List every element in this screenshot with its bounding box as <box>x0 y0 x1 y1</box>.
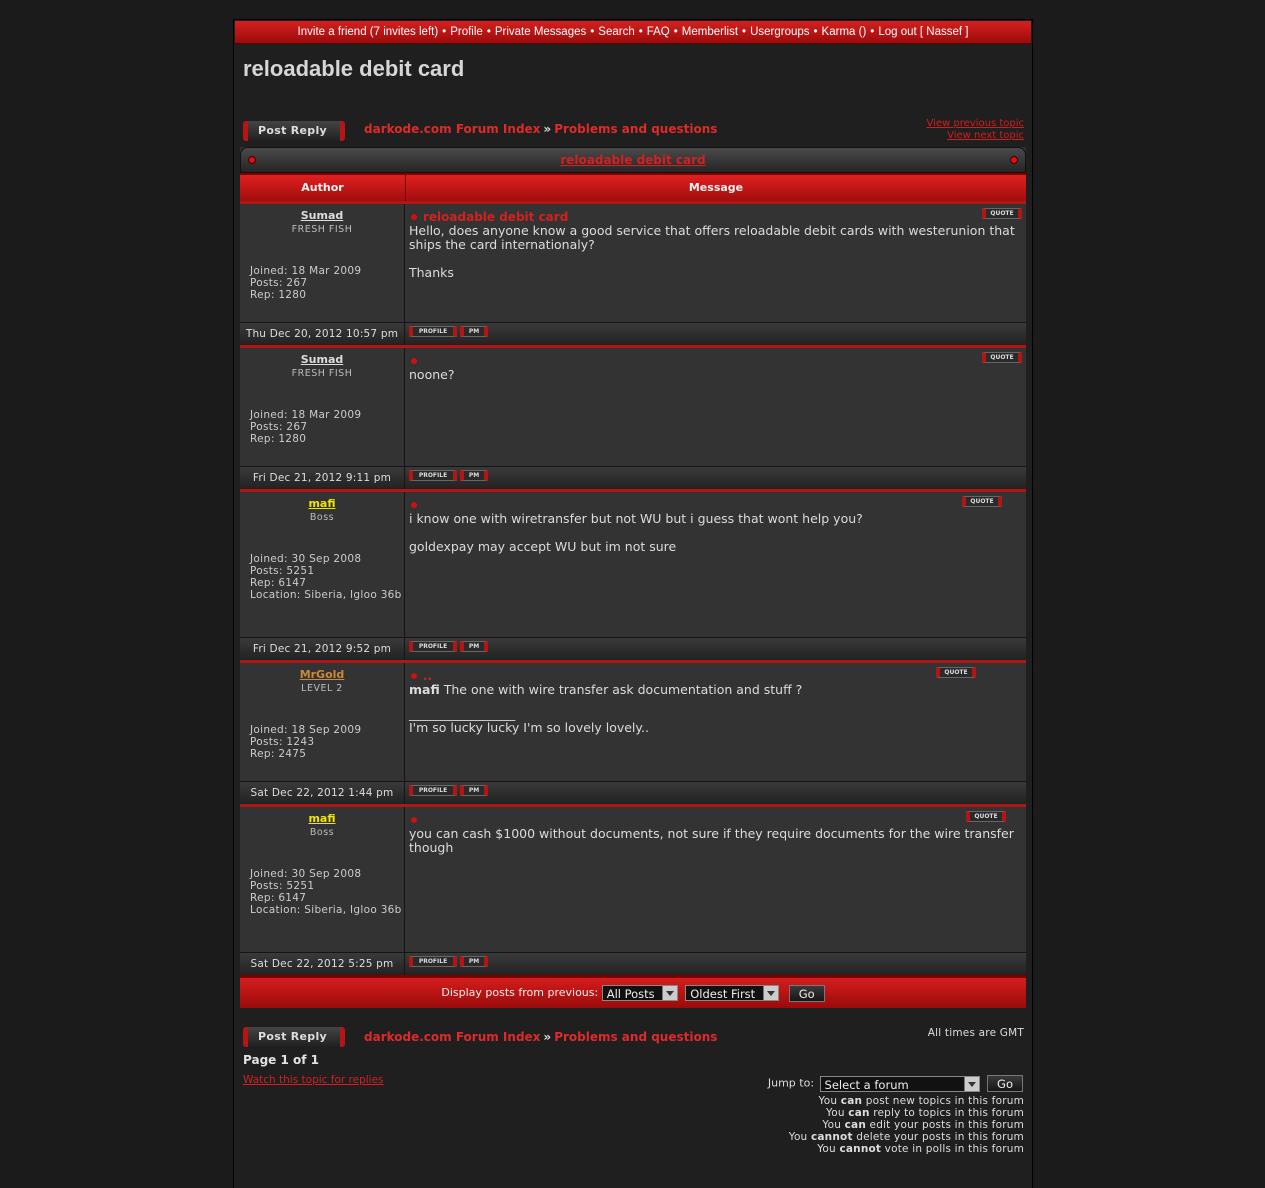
chevron-down-icon <box>763 986 778 1000</box>
message-panel <box>405 492 1026 638</box>
nav-separator: • <box>486 26 491 38</box>
author-rank: FRESH FISH <box>291 224 353 235</box>
decorative-dot-icon <box>248 156 256 164</box>
post-icon <box>411 502 417 508</box>
nav-profile[interactable]: Profile <box>450 26 483 38</box>
author-joined: Joined: 30 Sep 2008 <box>250 868 362 880</box>
page-wrapper <box>233 19 1033 1188</box>
nav-invite[interactable]: Invite a friend (7 invites left) <box>297 26 439 38</box>
post-line: Thanks <box>409 265 454 280</box>
post <box>240 489 1026 660</box>
quote-button[interactable]: QUOTE <box>982 352 1022 363</box>
breadcrumb <box>364 1030 717 1044</box>
nav-separator: • <box>673 26 678 38</box>
profile-button[interactable]: PROFILE <box>409 326 457 337</box>
page-title: reloadable debit card <box>243 56 465 81</box>
post-reply-button[interactable]: Post Reply <box>243 121 345 141</box>
quote-button[interactable]: QUOTE <box>936 667 976 678</box>
pm-button[interactable]: PM <box>460 956 488 967</box>
pm-button[interactable]: PM <box>460 470 488 481</box>
author-rank: LEVEL 2 <box>301 683 343 694</box>
nav-separator: • <box>442 26 447 38</box>
breadcrumb <box>364 122 717 136</box>
permission-line: You can reply to topics in this forum <box>826 1107 1024 1119</box>
post-line: i know one with wiretransfer but not WU but i guess that wont help you? <box>409 511 863 526</box>
message-column-header: Message <box>688 181 744 194</box>
post-footer <box>240 323 1026 345</box>
post-range-select[interactable] <box>602 985 678 1001</box>
post-date: Sat Dec 22, 2012 5:25 pm <box>240 953 405 975</box>
post-line-text: The one with wire transfer ask documentation and stuff ? <box>443 682 803 697</box>
post-date: Thu Dec 20, 2012 10:57 pm <box>240 323 405 345</box>
nav-karma[interactable]: Karma () <box>821 26 867 38</box>
quoted-author: mafi <box>409 682 440 697</box>
post-icon <box>411 817 417 823</box>
author-username[interactable]: Sumad <box>300 353 344 366</box>
post-subject-text: .. <box>423 669 433 683</box>
post-subject <box>409 210 1022 224</box>
breadcrumb-forum[interactable]: Problems and questions <box>554 1030 718 1044</box>
topic-header <box>240 147 1026 173</box>
permission-line: You can edit your posts in this forum <box>822 1119 1024 1131</box>
nav-faq[interactable]: FAQ <box>646 26 670 38</box>
post-subject <box>409 669 1022 683</box>
nav-memberlist[interactable]: Memberlist <box>681 26 739 38</box>
forum-select-value: Select a forum <box>824 1077 909 1092</box>
forum-select[interactable] <box>820 1076 980 1092</box>
post-line <box>409 683 1022 697</box>
post <box>240 804 1026 975</box>
post-footer <box>240 953 1026 975</box>
profile-button[interactable]: PROFILE <box>409 785 457 796</box>
author-panel <box>240 663 405 782</box>
timezone-note: All times are GMT <box>927 1027 1024 1039</box>
column-header <box>240 173 1026 201</box>
nav-usergroups[interactable]: Usergroups <box>750 26 810 38</box>
post-date: Fri Dec 21, 2012 9:11 pm <box>240 467 405 489</box>
post <box>240 201 1026 345</box>
author-joined: Joined: 30 Sep 2008 <box>250 553 362 565</box>
author-rank: Boss <box>309 827 335 838</box>
post-icon <box>411 214 417 220</box>
breadcrumb-separator: » <box>543 122 552 136</box>
author-rank: FRESH FISH <box>291 368 353 379</box>
post-line: you can cash $1000 without documents, not sure if they require documents for the wire transfer though <box>409 826 1014 855</box>
profile-button[interactable]: PROFILE <box>409 641 457 652</box>
author-location: Location: Siberia, Igloo 36b <box>250 904 402 916</box>
breadcrumb-forum-index[interactable]: darkode.com Forum Index <box>364 1030 541 1044</box>
topic-table <box>240 147 1026 1008</box>
topic-title-link[interactable]: reloadable debit card <box>560 153 706 167</box>
jump-go-button[interactable]: Go <box>987 1075 1023 1092</box>
post-subject-text: reloadable debit card <box>423 210 569 224</box>
author-location: Location: Siberia, Igloo 36b <box>250 589 402 601</box>
message-panel <box>405 204 1026 323</box>
author-details <box>250 553 404 601</box>
author-posts: Posts: 267 <box>250 277 308 289</box>
nav-separator: • <box>742 26 747 38</box>
permission-line: You cannot vote in polls in this forum <box>817 1143 1024 1155</box>
post-text <box>409 224 1022 280</box>
display-go-button[interactable]: Go <box>789 985 825 1002</box>
permissions-list <box>789 1095 1024 1155</box>
signature: I'm so lucky lucky I'm so lovely lovely.. <box>409 720 649 735</box>
post-text <box>409 368 1022 382</box>
view-previous-topic-link[interactable]: View previous topic <box>926 118 1024 129</box>
author-posts: Posts: 1243 <box>250 736 315 748</box>
breadcrumb-forum-index[interactable]: darkode.com Forum Index <box>364 122 541 136</box>
message-panel <box>405 807 1026 953</box>
nav-search[interactable]: Search <box>598 26 635 38</box>
post-text <box>409 512 1022 554</box>
author-details <box>250 868 404 916</box>
top-navigation <box>235 21 1031 44</box>
author-username[interactable]: Sumad <box>300 209 344 222</box>
post-reply-button[interactable]: Post Reply <box>243 1027 345 1047</box>
quote-button[interactable]: QUOTE <box>966 811 1006 822</box>
message-panel <box>405 663 1026 782</box>
post-icon <box>411 673 417 679</box>
author-panel <box>240 807 405 953</box>
post-date: Sat Dec 22, 2012 1:44 pm <box>240 782 405 804</box>
nav-separator: • <box>638 26 643 38</box>
pm-button[interactable]: PM <box>460 785 488 796</box>
author-rep: Rep: 6147 <box>250 892 307 904</box>
signature-rule: _________________ <box>409 706 516 721</box>
breadcrumb-separator: » <box>543 1030 552 1044</box>
permission-line: You can post new topics in this forum <box>818 1095 1024 1107</box>
author-details <box>250 724 404 760</box>
chevron-down-icon <box>964 1077 979 1091</box>
watch-topic-link[interactable]: Watch this topic for replies <box>243 1074 384 1086</box>
author-panel <box>240 348 405 467</box>
quote-button[interactable]: QUOTE <box>982 208 1022 219</box>
nav-private-messages[interactable]: Private Messages <box>494 26 587 38</box>
post-subject <box>409 813 1022 827</box>
post <box>240 345 1026 489</box>
post-line: noone? <box>409 367 455 382</box>
author-username[interactable]: mafi <box>308 497 336 510</box>
post-line: Hello, does anyone know a good service that offers reloadable debit cards with westerunion that ships the card internationaly? <box>409 223 1015 252</box>
quote-button[interactable]: QUOTE <box>962 496 1002 507</box>
chevron-down-icon <box>662 986 677 1000</box>
post-subject <box>409 498 1022 512</box>
post-text <box>409 827 1022 855</box>
nav-separator: • <box>590 26 595 38</box>
pm-button[interactable]: PM <box>460 326 488 337</box>
post-subject <box>409 354 1022 368</box>
post-footer <box>240 638 1026 660</box>
post-order-select[interactable] <box>685 985 779 1001</box>
author-rank: Boss <box>309 512 335 523</box>
author-posts: Posts: 5251 <box>250 565 315 577</box>
permission-line: You cannot delete your posts in this forum <box>788 1131 1024 1143</box>
profile-button[interactable]: PROFILE <box>409 470 457 481</box>
author-rep: Rep: 6147 <box>250 577 307 589</box>
author-posts: Posts: 5251 <box>250 880 315 892</box>
author-column-header: Author <box>240 175 406 201</box>
post-date: Fri Dec 21, 2012 9:52 pm <box>240 638 405 660</box>
display-options-bar <box>240 975 1026 1008</box>
post-order-value: Oldest First <box>690 987 756 1001</box>
author-rep: Rep: 1280 <box>250 433 307 445</box>
author-details <box>250 409 404 445</box>
post-footer <box>240 467 1026 489</box>
pm-button[interactable]: PM <box>460 641 488 652</box>
display-label: Display posts from previous: <box>441 986 599 999</box>
author-panel <box>240 204 405 323</box>
topic-navigation <box>926 118 1024 142</box>
author-posts: Posts: 267 <box>250 421 308 433</box>
view-next-topic-link[interactable]: View next topic <box>947 130 1024 141</box>
post <box>240 660 1026 804</box>
author-joined: Joined: 18 Sep 2009 <box>250 724 362 736</box>
pagination: Page 1 of 1 <box>243 1053 319 1067</box>
post-footer <box>240 782 1026 804</box>
decorative-dot-icon <box>1010 156 1018 164</box>
post-line: goldexpay may accept WU but im not sure <box>409 539 677 554</box>
nav-logout[interactable]: Log out [ Nassef ] <box>878 26 969 38</box>
author-rep: Rep: 1280 <box>250 289 307 301</box>
author-joined: Joined: 18 Mar 2009 <box>250 409 362 421</box>
post-text <box>409 683 1022 735</box>
author-details <box>250 265 404 301</box>
author-joined: Joined: 18 Mar 2009 <box>250 265 362 277</box>
author-panel <box>240 492 405 638</box>
post-icon <box>411 358 417 364</box>
nav-separator: • <box>870 26 875 38</box>
jump-to-forum <box>768 1075 1023 1092</box>
message-panel <box>405 348 1026 467</box>
profile-button[interactable]: PROFILE <box>409 956 457 967</box>
author-username[interactable]: mafi <box>308 812 336 825</box>
jump-label: Jump to: <box>767 1076 815 1090</box>
post-range-value: All Posts <box>606 987 655 1001</box>
author-username[interactable]: MrGold <box>299 668 345 681</box>
breadcrumb-forum[interactable]: Problems and questions <box>554 122 718 136</box>
author-rep: Rep: 2475 <box>250 748 307 760</box>
nav-separator: • <box>813 26 818 38</box>
